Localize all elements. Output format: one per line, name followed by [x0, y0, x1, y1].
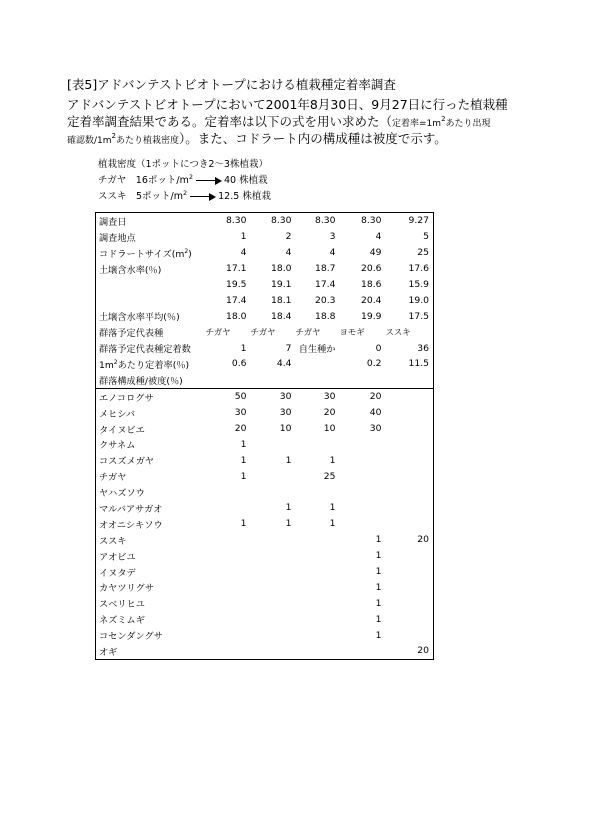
table-cell: [206, 500, 251, 516]
table-cell: [206, 579, 251, 595]
table-cell: [251, 484, 296, 500]
row-label: チガヤ: [99, 472, 127, 484]
table-cell: [206, 564, 251, 580]
table-row: [96, 484, 434, 500]
table-cell: [386, 484, 434, 500]
table-cell: 30: [369, 423, 382, 435]
table-cell: 0.2: [366, 358, 382, 370]
table-row: [96, 452, 434, 468]
table-cell: 4: [375, 231, 382, 243]
table-cell: 17.5: [408, 310, 429, 322]
table-cell: 25: [417, 247, 429, 259]
table-cell: [386, 436, 434, 452]
table-row: [96, 421, 434, 437]
table-cell: 4: [240, 247, 247, 259]
table-cell: 18.6: [361, 279, 382, 290]
row-label: 土壌含水率(％): [99, 264, 162, 276]
planting-survey-table: [95, 212, 434, 660]
row-label: コスズメガヤ: [99, 456, 155, 468]
table-cell: 30: [234, 407, 247, 419]
table-cell: 30: [296, 388, 340, 404]
row-label: 群落予定代表種: [99, 328, 164, 340]
table-cell: [296, 564, 340, 580]
table-cell: 36: [417, 342, 429, 354]
table-cell: [386, 564, 434, 580]
table-cell: [206, 372, 251, 388]
table-cell: チガヤ: [205, 327, 231, 338]
table-cell: 1: [285, 502, 292, 514]
table-heading: [表5]アドバンテストビオトープにおける植栽種定着率調査: [67, 77, 396, 92]
table-cell: 18.7: [315, 263, 336, 275]
table-cell: [206, 627, 251, 643]
row-label: 調査地点: [99, 232, 136, 244]
table-cell: 18.8: [315, 310, 336, 322]
arrow-icon: [196, 177, 222, 185]
table-cell: 8.30: [226, 215, 247, 227]
table-cell: [296, 643, 340, 659]
table-cell: [386, 627, 434, 643]
table-cell: 19.9: [361, 310, 382, 322]
table-row: [96, 643, 434, 659]
table-cell: 1: [240, 342, 247, 354]
table-cell: 20: [323, 407, 336, 419]
table-row: [96, 564, 434, 580]
table-cell: 40: [369, 407, 382, 419]
table-cell: [251, 468, 296, 484]
table-cell: [251, 548, 296, 564]
table-cell: 15.9: [408, 279, 429, 290]
table-cell: [340, 643, 386, 659]
row-label: エノコログサ: [96, 388, 206, 404]
table-cell: 0.6: [231, 358, 247, 370]
table-row: [96, 277, 434, 293]
table-row: [96, 500, 434, 516]
table-row: [96, 308, 434, 324]
table-cell: [206, 548, 251, 564]
table-cell: ススキ: [385, 327, 411, 338]
table-cell: 1: [240, 438, 247, 450]
table-cell: [251, 595, 296, 611]
row-label: ヤハズソウ: [99, 488, 145, 500]
table-cell: 1: [375, 550, 382, 562]
table-cell: [386, 611, 434, 627]
table-row: [96, 579, 434, 595]
table-cell: 1: [375, 581, 382, 593]
table-cell: 10: [279, 423, 292, 435]
row-label: アオビユ: [99, 551, 136, 563]
table-cell: 20: [340, 388, 386, 404]
table-cell: 0: [375, 342, 382, 354]
row-label: イヌタデ: [99, 567, 136, 579]
table-cell: [386, 421, 434, 437]
table-cell: 8.30: [361, 215, 382, 227]
table-cell: 10: [323, 423, 336, 435]
table-row: [96, 627, 434, 643]
arrow-icon: [190, 193, 216, 201]
table-row: [96, 532, 434, 548]
table-cell: [296, 436, 340, 452]
table-cell: 1: [285, 454, 292, 466]
table-cell: 30: [279, 407, 292, 419]
description-line-1: アドバンテストビオトープにおいて2001年8月30日、9月27日に行った植栽種: [67, 97, 508, 112]
table-cell: 19.0: [408, 294, 429, 306]
table-cell: 20: [417, 534, 429, 546]
table-cell: [296, 484, 340, 500]
density-note-row-susuki: ススキ 5ポット$/m^2$ 12.5 株植栽: [98, 189, 271, 202]
table-cell: [386, 372, 434, 388]
table-row: [96, 595, 434, 611]
row-label: ススキ: [99, 535, 127, 547]
table-row: [96, 405, 434, 421]
table-cell: 17.4: [315, 279, 336, 290]
table-cell: 20.3: [315, 294, 336, 306]
table-cell: [386, 516, 434, 532]
table-cell: 11.5: [408, 358, 429, 370]
table-cell: [296, 611, 340, 627]
table-cell: チガヤ: [250, 327, 276, 338]
table-row: [96, 611, 434, 627]
row-label: 群落構成種/被度(％): [99, 375, 183, 387]
row-label: オギ: [99, 646, 118, 658]
table-cell: 8.30: [271, 215, 292, 227]
table-cell: [206, 643, 251, 659]
table-row: [96, 356, 434, 372]
row-label: [96, 292, 206, 308]
table-cell: [340, 436, 386, 452]
table-cell: 19.5: [226, 279, 247, 290]
table-cell: [386, 595, 434, 611]
table-cell: [251, 579, 296, 595]
table-cell: 1: [375, 613, 382, 625]
table-cell: [340, 452, 386, 468]
row-label: ネズミムギ: [99, 615, 145, 627]
table-row: [96, 229, 434, 245]
table-row: [96, 213, 434, 229]
table-cell: 5: [423, 231, 429, 243]
table-row: [96, 372, 434, 388]
table-cell: [251, 564, 296, 580]
table-cell: 1: [329, 454, 336, 466]
table-cell: 18.0: [271, 263, 292, 275]
row-label: スベリヒユ: [99, 599, 145, 611]
table-cell: 1: [285, 518, 292, 530]
table-cell: [386, 500, 434, 516]
table-cell: [386, 548, 434, 564]
table-cell: [340, 500, 386, 516]
table-row: [96, 468, 434, 484]
table-cell: 4: [329, 247, 336, 259]
row-label: カヤツリグサ: [99, 583, 154, 595]
table-row: [96, 324, 434, 340]
row-label: 土壌含水率平均(％): [99, 312, 180, 324]
density-note-row-chigaya: チガヤ 16ポット$/m^2$ 40 株植栽: [98, 173, 268, 186]
description-line-2: 定着率調査結果である。定着率は以下の式を用い求めた（定着率$=1m^2$あたり出現: [67, 114, 491, 129]
table-cell: 1: [240, 231, 247, 243]
table-cell: 7: [285, 342, 292, 354]
table-cell: [296, 356, 340, 372]
description-line-3: 確認数$/1m^2$あたり植栽密度）。また、コドラート内の構成種は被度で示す。: [67, 131, 447, 146]
table-cell: [251, 611, 296, 627]
table-cell: [251, 627, 296, 643]
table-row: [96, 261, 434, 277]
table-cell: 4: [285, 247, 292, 259]
table-cell: [296, 548, 340, 564]
row-label: オオニシキソウ: [99, 519, 163, 531]
table-cell: 20: [417, 645, 429, 657]
table-cell: [386, 468, 434, 484]
table-cell: [251, 532, 296, 548]
table-cell: [386, 579, 434, 595]
table-row: [96, 340, 434, 356]
table-cell: [386, 405, 434, 421]
table-cell: 20.6: [361, 263, 382, 275]
table-row: [96, 548, 434, 564]
row-label: マルバアサガオ: [99, 503, 163, 515]
row-label: $1m^2$あたり定着率(％): [99, 358, 190, 371]
row-label: メヒシバ: [99, 408, 136, 420]
row-label: [96, 277, 206, 293]
table-cell: 1: [375, 566, 382, 578]
table-cell: 18.0: [226, 310, 247, 322]
table-cell: 自生種か: [298, 344, 336, 356]
table-cell: 1: [375, 597, 382, 609]
table-cell: 17.1: [226, 263, 247, 275]
table-cell: [251, 372, 296, 388]
table-cell: チガヤ: [295, 327, 321, 338]
table-cell: 18.1: [271, 294, 292, 306]
table-cell: [206, 611, 251, 627]
table-cell: 25: [323, 470, 336, 482]
table-cell: [296, 372, 340, 388]
table-cell: 1: [240, 470, 247, 482]
table-cell: 19.1: [271, 279, 292, 290]
row-label: タイヌビエ: [99, 424, 145, 436]
table-cell: 20.4: [361, 294, 382, 306]
table-row: [96, 516, 434, 532]
table-cell: [386, 388, 434, 404]
table-cell: 18.4: [271, 310, 292, 322]
row-label: クサネム: [99, 440, 136, 452]
table-cell: 20: [234, 423, 247, 435]
row-label: 群落予定代表種定着数: [99, 344, 191, 356]
table-cell: 1: [375, 629, 382, 641]
table-cell: [206, 484, 251, 500]
table-cell: [206, 595, 251, 611]
table-cell: [206, 532, 251, 548]
table-cell: [251, 643, 296, 659]
table-cell: 1: [240, 518, 247, 530]
row-label: コセンダングサ: [99, 631, 163, 643]
table-cell: [340, 484, 386, 500]
table-cell: [251, 436, 296, 452]
table-cell: 8.30: [315, 215, 336, 227]
table-cell: [296, 627, 340, 643]
table-cell: [296, 595, 340, 611]
table-cell: 17.4: [226, 294, 247, 306]
table-cell: 17.6: [408, 263, 429, 275]
table-cell: 4.4: [276, 358, 292, 370]
table-row: [96, 245, 434, 261]
table-cell: [340, 516, 386, 532]
table-cell: [340, 372, 386, 388]
table-cell: 50: [206, 388, 251, 404]
table-row: [96, 388, 434, 404]
table-cell: 49: [369, 247, 382, 259]
table-cell: 3: [329, 231, 336, 243]
table-cell: [386, 452, 434, 468]
density-note-title: 植栽密度（1ポットにつき2～3株植栽）: [98, 159, 268, 170]
table-cell: [340, 468, 386, 484]
table-cell: [296, 579, 340, 595]
row-label: コドラートサイズ$(m^2)$: [99, 247, 192, 260]
table-cell: 1: [329, 518, 336, 530]
table-cell: 1: [329, 502, 336, 514]
table-cell: 1: [375, 534, 382, 546]
table-cell: 2: [285, 231, 292, 243]
table-row: [96, 292, 434, 308]
table-cell: [296, 532, 340, 548]
table-cell: 30: [251, 388, 296, 404]
table-cell: 1: [240, 454, 247, 466]
row-label: 調査日: [99, 216, 127, 228]
table-cell: ヨモギ: [339, 327, 365, 338]
table-row: [96, 436, 434, 452]
table-cell: 9.27: [408, 215, 429, 227]
